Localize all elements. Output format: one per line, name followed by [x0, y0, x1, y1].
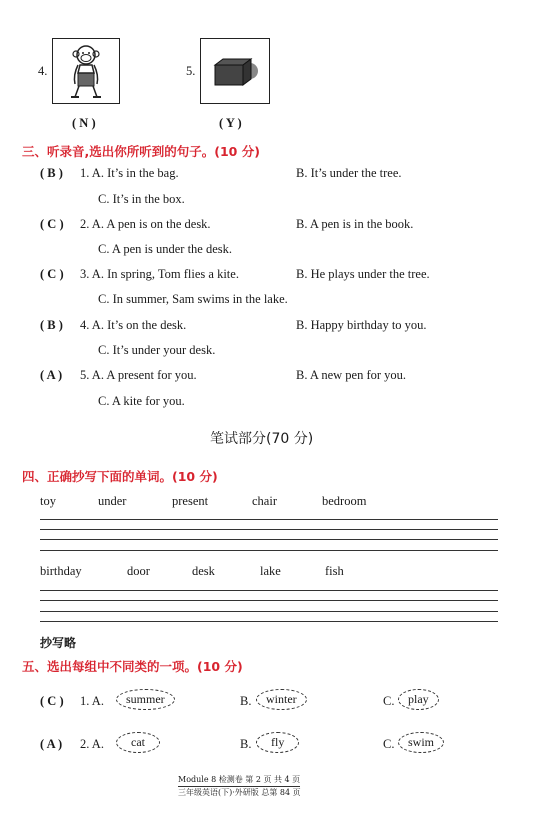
monkey-icon [53, 39, 119, 103]
section-4-title: 四、正确抄写下面的单词。(10 分) [22, 469, 218, 484]
option-a-word: cat [116, 732, 160, 753]
option-c: C. A kite for you. [98, 394, 185, 408]
written-part-title: 笔试部分(70 分) [210, 431, 314, 447]
writing-line [40, 550, 498, 551]
box-ball-icon [201, 39, 269, 103]
word: fish [325, 564, 344, 578]
option-c: C. In summer, Sam swims in the lake. [98, 292, 288, 306]
option-c-word: play [398, 689, 439, 710]
writing-line [40, 600, 498, 601]
option-c: C. A pen is under the desk. [98, 242, 233, 256]
option-a: 4. A. It’s on the desk. [80, 318, 187, 332]
word: desk [192, 564, 215, 578]
word: present [172, 494, 209, 508]
option-b-label: B. [240, 737, 252, 751]
word: toy [40, 494, 56, 508]
answer-mark: ( C ) [40, 694, 64, 708]
q4-number: 4. [38, 64, 48, 78]
option-b: B. A pen is in the book. [296, 217, 414, 231]
answer-mark: ( A ) [40, 368, 63, 382]
option-a: 5. A. A present for you. [80, 368, 197, 382]
option-b-word: winter [256, 689, 307, 710]
monkey-picture [52, 38, 120, 104]
option-c-word: swim [398, 732, 444, 753]
copy-note: 抄写略 [40, 636, 77, 650]
option-a: 3. A. In spring, Tom flies a kite. [80, 267, 239, 281]
answer-mark: ( B ) [40, 318, 63, 332]
option-a-word: summer [116, 689, 175, 710]
section-3-title: 三、听录音,选出你所听到的句子。(10 分) [22, 144, 260, 159]
option-c: C. It’s in the box. [98, 192, 185, 206]
answer-mark: ( C ) [40, 217, 64, 231]
box-picture [200, 38, 270, 104]
option-a-label: 1. A. [80, 694, 104, 708]
option-b-label: B. [240, 694, 252, 708]
option-b: B. Happy birthday to you. [296, 318, 427, 332]
footer-page: 三年级英语(下)·外研版 总第 84 页 [178, 788, 301, 797]
q4-answer: ( N ) [72, 116, 96, 130]
q5-answer: ( Y ) [219, 116, 242, 130]
option-b: B. It’s under the tree. [296, 166, 402, 180]
q5-number: 5. [186, 64, 196, 78]
word: birthday [40, 564, 82, 578]
word: bedroom [322, 494, 367, 508]
answer-mark: ( A ) [40, 737, 63, 751]
writing-line [40, 539, 498, 540]
writing-line [40, 590, 498, 591]
word: chair [252, 494, 277, 508]
writing-line [40, 519, 498, 520]
option-a: 2. A. A pen is on the desk. [80, 217, 211, 231]
option-b: B. He plays under the tree. [296, 267, 430, 281]
footer-module: Module 8 检测卷 第 2 页 共 4 页 [178, 774, 300, 787]
word: door [127, 564, 150, 578]
option-c-label: C. [383, 737, 395, 751]
answer-mark: ( C ) [40, 267, 64, 281]
answer-mark: ( B ) [40, 166, 63, 180]
writing-line [40, 529, 498, 530]
writing-line [40, 611, 498, 612]
option-b-word: fly [256, 732, 299, 753]
word: lake [260, 564, 281, 578]
writing-line [40, 621, 498, 622]
section-5-title: 五、选出每组中不同类的一项。(10 分) [22, 659, 243, 674]
option-a: 1. A. It’s in the bag. [80, 166, 179, 180]
option-c: C. It’s under your desk. [98, 343, 216, 357]
option-a-label: 2. A. [80, 737, 104, 751]
option-b: B. A new pen for you. [296, 368, 407, 382]
word: under [98, 494, 127, 508]
option-c-label: C. [383, 694, 395, 708]
